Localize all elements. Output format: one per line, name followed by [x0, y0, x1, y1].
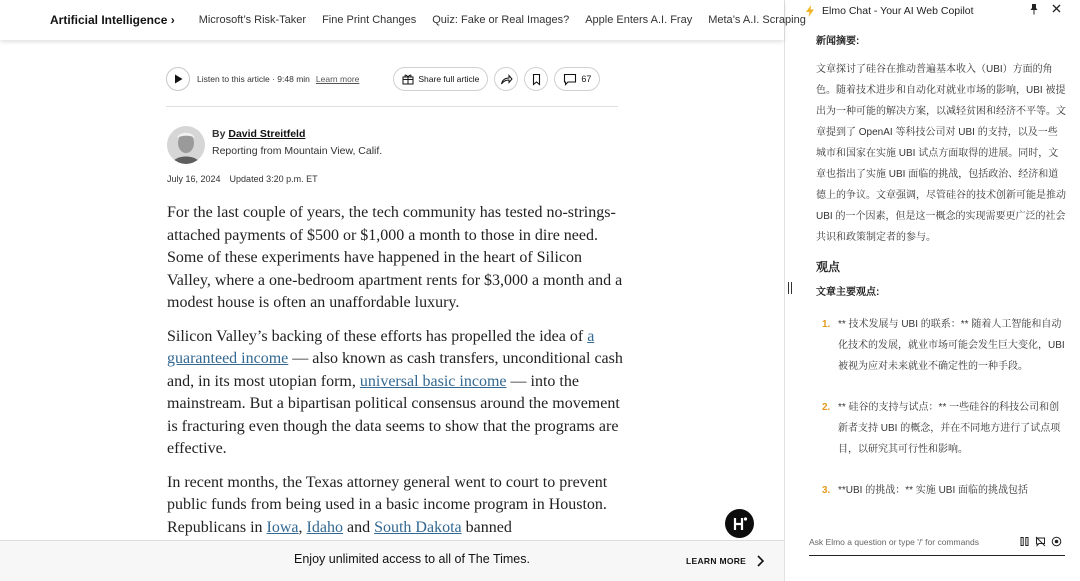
paragraph-1: For the last couple of years, the tech community has tested no-strings-attached payments of $500 or $1,000 a month to those in dire need. Some of these experiments have happened in the heart of Silicon Valley, where a one-bedroom apartment rents for $3,000 a month and a modest house is often an unaffordable luxury.: [167, 204, 623, 311]
updated-time: Updated 3:20 p.m. ET: [229, 174, 318, 184]
link-universal-basic-income[interactable]: universal basic income: [359, 372, 507, 390]
paragraph-3-text-d: banned: [461, 518, 512, 536]
play-icon: [174, 74, 183, 84]
share-button[interactable]: [494, 67, 518, 91]
paragraph-3-text-c: and: [342, 518, 375, 536]
comment-icon: [563, 73, 577, 86]
toolbar-divider: [166, 106, 618, 107]
publish-date: July 16, 2024: [167, 174, 221, 184]
summary-text: 文章探讨了硅谷在推动普遍基本收入（UBI）方面的角色。随着技术进步和自动化对就业市场的影响，UBI 被提出为一种可能的解决方案，以减轻贫困和经济不平等。文章提到了 OpenAI 等科技公司对 UBI 的支持，以及一些城市和国家在实施 UBI 试点方面取得的进展。同时，文章也指出了实施 UBI 面临的挑战，包括政治、经济和道德上的争议。文章强调，尽管硅谷的技术创新可能是推动 UBI 的一个因素，但是这一概念的实现需要更广泛的社会共识和政策制定者的参与。: [816, 64, 1066, 243]
gift-icon: [402, 73, 414, 85]
panel-content: [799, 24, 1069, 522]
target-icon[interactable]: [1051, 536, 1062, 547]
comments-button[interactable]: [554, 67, 600, 91]
share-full-label: Share full article: [418, 74, 480, 84]
paragraph-2-text-b: — also known as cash transfers, unconditional cash and, in its most utopian form,: [167, 350, 623, 390]
nav-link-microsoft[interactable]: Microsoft’s Risk-Taker: [198, 14, 307, 26]
summary-label: 新闻摘要:: [816, 36, 860, 47]
bookmark-icon: [530, 73, 543, 86]
pause-icon[interactable]: [1019, 536, 1030, 547]
paragraph-2: [167, 326, 623, 461]
viewpoint-number: 2.: [822, 402, 831, 413]
viewpoints-heading: 观点: [816, 260, 841, 274]
h-logo-icon: [731, 515, 749, 533]
byline-by: By: [212, 128, 226, 140]
viewpoint-item: [816, 480, 1067, 501]
reporting-location: Reporting from Mountain View, Calif.: [212, 145, 383, 157]
resize-handle-icon[interactable]: [787, 282, 793, 294]
author-avatar[interactable]: [167, 126, 205, 164]
listen-label: Listen to this article · 9:48 min: [197, 74, 310, 84]
byline: [212, 128, 305, 140]
viewpoint-text: ** 技术发展与 UBI 的联系：** 随着人工智能和自动化技术的发展，就业市场可能会发生巨大变化，UBI 被视为应对未来就业不确定性的一种手段。: [838, 319, 1065, 372]
article-toolbar: [166, 66, 618, 92]
viewpoints-label: 文章主要观点:: [816, 287, 880, 298]
share-full-article-button[interactable]: [393, 67, 488, 91]
bolt-icon: [805, 5, 815, 17]
viewpoint-item: [816, 314, 1067, 377]
learn-more-link[interactable]: Learn more: [315, 74, 360, 84]
floating-copilot-button[interactable]: [725, 509, 754, 538]
viewpoint-number: 3.: [822, 485, 831, 496]
share-arrow-icon: [500, 73, 513, 86]
link-iowa[interactable]: Iowa: [266, 518, 299, 536]
article-area: [0, 40, 784, 540]
close-icon[interactable]: [1051, 3, 1062, 14]
panel-title: Elmo Chat - Your AI Web Copilot: [822, 5, 974, 17]
nav-link-quiz[interactable]: Quiz: Fake or Real Images?: [432, 14, 570, 26]
paragraph-3: [167, 472, 623, 540]
viewpoint-item: [816, 397, 1067, 460]
link-south-dakota[interactable]: South Dakota: [374, 518, 462, 536]
viewpoint-text: ** 硅谷的支持与试点：** 一些硅谷的科技公司和创新者支持 UBI 的概念，并在不同地方进行了试点项目，以研究其可行性和影响。: [838, 402, 1061, 455]
subscribe-bar: [0, 540, 784, 581]
paragraph-3-text-a: In recent months, the Texas attorney general went to court to prevent public funds from being used in a basic income program in Houston. Republicans in: [167, 473, 608, 536]
author-name-link[interactable]: David Streitfeld: [228, 128, 306, 140]
section-link-ai[interactable]: Artificial Intelligence ›: [50, 13, 175, 27]
nav-link-fine-print[interactable]: Fine Print Changes: [322, 14, 417, 26]
play-audio-button[interactable]: [166, 67, 190, 91]
nav-link-meta[interactable]: Meta’s A.I. Scraping: [708, 14, 806, 26]
chat-input-bar: [809, 528, 1065, 556]
chat-input[interactable]: [809, 537, 1014, 547]
copilot-panel: [784, 0, 1080, 581]
dateline: [167, 174, 318, 184]
paragraph-3-text-b: ,: [298, 518, 307, 536]
chat-off-icon[interactable]: [1035, 536, 1046, 547]
paragraph-2-text-c: — into the mainstream. But a bipartisan political consensus around the movement is fracturing even though the data seems to show that the programs are effective.: [167, 372, 620, 457]
viewpoint-text: **UBI 的挑战：** 实施 UBI 面临的挑战包括: [838, 485, 1029, 496]
paragraph-2-text-a: Silicon Valley’s backing of these efforts has propelled the idea of: [167, 327, 588, 345]
viewpoints-list: [816, 314, 1067, 501]
subscribe-message: Enjoy unlimited access to all of The Times.: [294, 552, 530, 566]
comments-count: 67: [581, 74, 592, 84]
link-guaranteed-income[interactable]: a guaranteed income: [167, 327, 595, 367]
save-bookmark-button[interactable]: [524, 67, 548, 91]
chevron-right-icon[interactable]: [755, 554, 765, 568]
nav-link-apple[interactable]: Apple Enters A.I. Fray: [585, 14, 693, 26]
subscribe-learn-more-button[interactable]: LEARN MORE: [686, 556, 747, 566]
link-idaho[interactable]: Idaho: [306, 518, 343, 536]
article-body: [167, 202, 623, 540]
pin-icon[interactable]: [1028, 3, 1040, 15]
viewpoint-number: 1.: [822, 319, 831, 330]
section-nav: [0, 0, 806, 40]
